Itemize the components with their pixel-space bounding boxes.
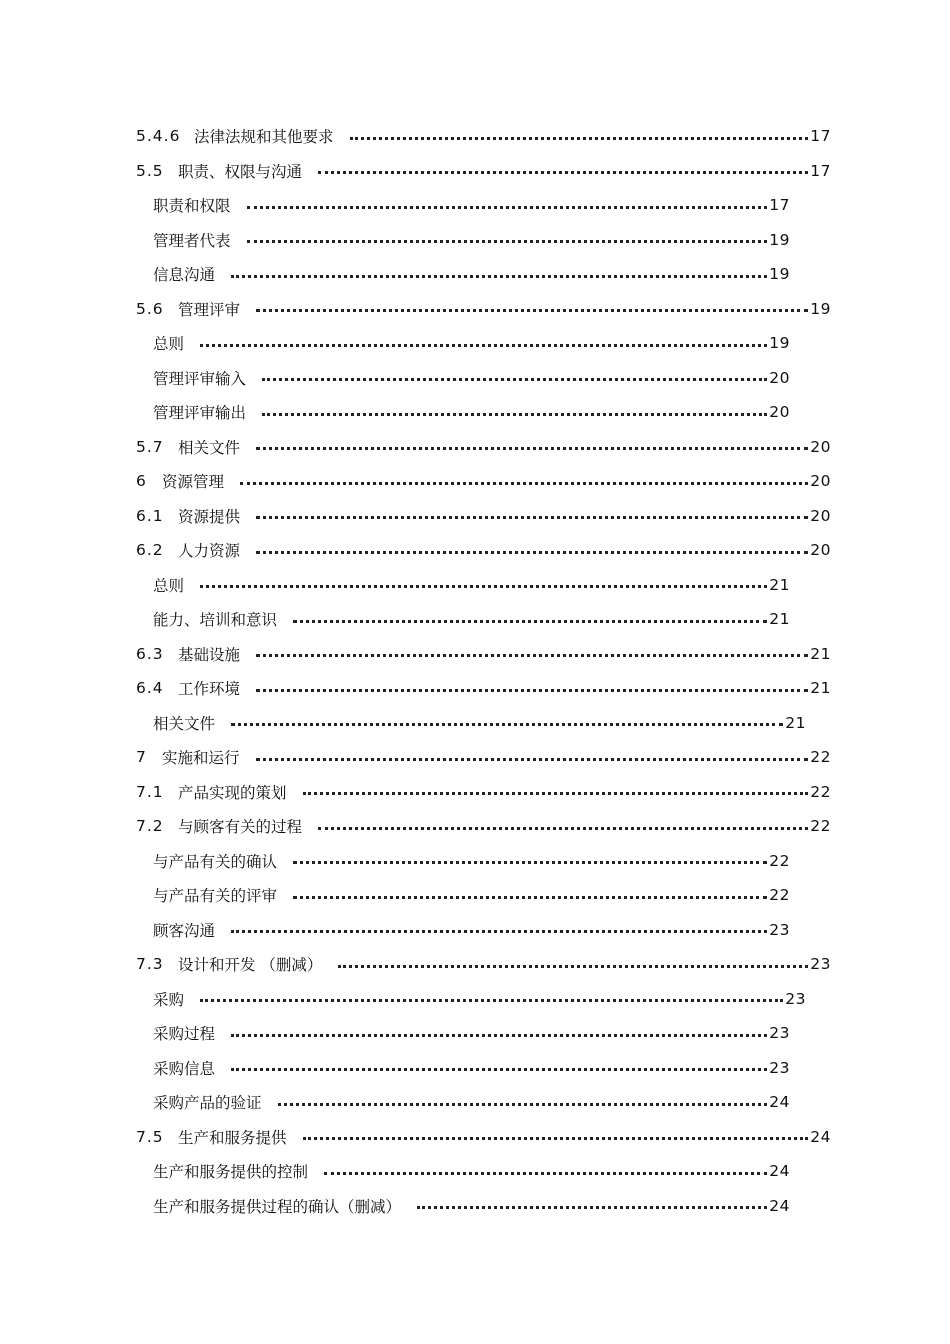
toc-page-number: 23 <box>769 1024 790 1043</box>
toc-number: 5.4.6 <box>136 127 181 146</box>
dot-leader <box>293 620 767 623</box>
toc-entry[interactable] <box>0 809 831 844</box>
toc-entry[interactable] <box>0 1085 790 1120</box>
toc-title: 人力资源 <box>178 542 241 561</box>
toc-entry[interactable] <box>0 499 831 534</box>
toc-number: 5.5 <box>136 161 164 180</box>
dot-leader <box>231 1034 767 1037</box>
dot-leader <box>256 551 808 554</box>
toc-entry[interactable] <box>0 533 831 568</box>
dot-leader <box>350 137 809 140</box>
toc-page-number: 20 <box>810 472 831 491</box>
toc-page-number: 19 <box>810 299 831 318</box>
toc-title: 生产和服务提供的控制 <box>153 1163 309 1182</box>
toc-title: 职责和权限 <box>153 197 231 216</box>
toc-page-number: 23 <box>769 1058 790 1077</box>
toc-page-number: 22 <box>810 748 831 767</box>
toc-page-number: 23 <box>769 920 790 939</box>
toc-page-number: 19 <box>769 230 790 249</box>
dot-leader <box>200 585 767 588</box>
toc-title: 总则 <box>153 335 185 354</box>
toc-entry[interactable] <box>0 1120 831 1155</box>
dot-leader <box>231 275 767 278</box>
toc-page-number: 20 <box>769 403 790 422</box>
dot-leader <box>231 930 767 933</box>
toc-entry[interactable] <box>0 878 790 913</box>
toc-page-number: 22 <box>810 782 831 801</box>
toc-page-number: 22 <box>769 886 790 905</box>
toc-page-number: 23 <box>785 989 806 1008</box>
toc-number: 7 <box>136 748 147 767</box>
dot-leader <box>240 482 808 485</box>
toc-title: 基础设施 <box>178 645 241 664</box>
dot-leader <box>318 827 808 830</box>
dot-leader <box>303 1137 809 1140</box>
toc-page-number: 20 <box>810 437 831 456</box>
toc-entry[interactable] <box>0 1016 790 1051</box>
toc-entry[interactable] <box>0 775 831 810</box>
toc-title: 资源提供 <box>178 507 241 526</box>
toc-entry[interactable] <box>0 154 831 189</box>
toc-title: 与顾客有关的过程 <box>178 818 303 837</box>
toc-title: 设计和开发 （删减） <box>178 956 323 975</box>
toc-title: 生产和服务提供 <box>178 1128 287 1147</box>
toc-title: 生产和服务提供过程的确认（删减） <box>153 1197 402 1216</box>
toc-page-number: 21 <box>810 679 831 698</box>
dot-leader <box>338 965 808 968</box>
toc-title: 产品实现的策划 <box>178 783 287 802</box>
dot-leader <box>324 1172 767 1175</box>
toc-entry[interactable] <box>0 568 790 603</box>
toc-entry[interactable] <box>0 292 831 327</box>
toc-number: 6.3 <box>136 644 164 663</box>
toc-number: 5.6 <box>136 299 164 318</box>
toc-entry[interactable] <box>0 637 831 672</box>
dot-leader <box>231 723 783 726</box>
toc-title: 采购信息 <box>153 1059 216 1078</box>
dot-leader <box>293 896 767 899</box>
toc-title: 法律法规和其他要求 <box>194 128 334 147</box>
toc-number: 5.7 <box>136 437 164 456</box>
toc-title: 与产品有关的确认 <box>153 852 278 871</box>
dot-leader <box>200 344 767 347</box>
toc-number: 7.2 <box>136 817 164 836</box>
toc-title: 信息沟通 <box>153 266 216 285</box>
toc-page-number: 19 <box>769 265 790 284</box>
toc-entry[interactable] <box>0 223 790 258</box>
toc-entry[interactable] <box>0 1154 790 1189</box>
dot-leader <box>256 309 808 312</box>
toc-page-number: 20 <box>810 506 831 525</box>
toc-page-number: 24 <box>769 1162 790 1181</box>
toc-page-number: 21 <box>810 644 831 663</box>
toc-page-number: 24 <box>769 1196 790 1215</box>
toc-number: 6 <box>136 472 147 491</box>
toc-title: 总则 <box>153 576 185 595</box>
dot-leader <box>200 999 783 1002</box>
toc-title: 管理评审输入 <box>153 369 247 388</box>
toc-page-number: 20 <box>810 541 831 560</box>
toc-entry[interactable] <box>0 464 831 499</box>
toc-number: 7.5 <box>136 1127 164 1146</box>
toc-entry[interactable] <box>0 947 831 982</box>
toc-entry[interactable] <box>0 740 831 775</box>
toc-entry[interactable] <box>0 361 790 396</box>
toc-title: 管理评审 <box>178 300 241 319</box>
toc-page-number: 21 <box>769 610 790 629</box>
toc-entry[interactable] <box>0 188 790 223</box>
toc-number: 6.1 <box>136 506 164 525</box>
toc-title: 顾客沟通 <box>153 921 216 940</box>
toc-number: 7.3 <box>136 955 164 974</box>
toc-title: 与产品有关的评审 <box>153 887 278 906</box>
toc-title: 管理评审输出 <box>153 404 247 423</box>
toc-entry[interactable] <box>0 982 806 1017</box>
toc-page-number: 24 <box>769 1093 790 1112</box>
dot-leader <box>256 689 808 692</box>
toc-page-number: 21 <box>785 713 806 732</box>
toc-title: 采购过程 <box>153 1025 216 1044</box>
toc-page-number: 17 <box>769 196 790 215</box>
toc-number: 6.4 <box>136 679 164 698</box>
toc-page-number: 23 <box>810 955 831 974</box>
dot-leader <box>256 654 808 657</box>
dot-leader <box>256 516 808 519</box>
toc-entry[interactable] <box>0 326 790 361</box>
table-of-contents <box>0 119 950 1223</box>
toc-entry[interactable] <box>0 913 790 948</box>
toc-page-number: 22 <box>769 851 790 870</box>
toc-number: 7.1 <box>136 782 164 801</box>
toc-entry[interactable] <box>0 671 831 706</box>
toc-entry[interactable] <box>0 119 831 154</box>
toc-title: 职责、权限与沟通 <box>178 162 303 181</box>
toc-page-number: 24 <box>810 1127 831 1146</box>
toc-entry[interactable] <box>0 430 831 465</box>
toc-title: 采购产品的验证 <box>153 1094 262 1113</box>
toc-title: 采购 <box>153 990 185 1009</box>
toc-page-number: 17 <box>810 161 831 180</box>
dot-leader <box>278 1103 768 1106</box>
toc-entry[interactable] <box>0 1051 790 1086</box>
dot-leader <box>262 378 767 381</box>
toc-title: 能力、培训和意识 <box>153 611 278 630</box>
dot-leader <box>256 447 808 450</box>
toc-entry[interactable] <box>0 706 806 741</box>
toc-number: 6.2 <box>136 541 164 560</box>
dot-leader <box>293 861 767 864</box>
toc-entry[interactable] <box>0 257 790 292</box>
toc-entry[interactable] <box>0 602 790 637</box>
toc-page-number: 21 <box>769 575 790 594</box>
dot-leader <box>262 413 767 416</box>
toc-title: 相关文件 <box>153 714 216 733</box>
toc-entry[interactable] <box>0 844 790 879</box>
dot-leader <box>417 1206 767 1209</box>
dot-leader <box>247 240 768 243</box>
toc-title: 资源管理 <box>162 473 225 492</box>
dot-leader <box>247 206 768 209</box>
dot-leader <box>256 758 809 761</box>
toc-page-number: 20 <box>769 368 790 387</box>
dot-leader <box>318 171 808 174</box>
toc-title: 工作环境 <box>178 680 241 699</box>
toc-entry[interactable] <box>0 1189 790 1224</box>
toc-title: 管理者代表 <box>153 231 231 250</box>
toc-entry[interactable] <box>0 395 790 430</box>
toc-title: 实施和运行 <box>162 749 240 768</box>
toc-page-number: 22 <box>810 817 831 836</box>
toc-page-number: 19 <box>769 334 790 353</box>
dot-leader <box>303 792 809 795</box>
toc-page-number: 17 <box>810 127 831 146</box>
dot-leader <box>231 1068 767 1071</box>
toc-title: 相关文件 <box>178 438 241 457</box>
